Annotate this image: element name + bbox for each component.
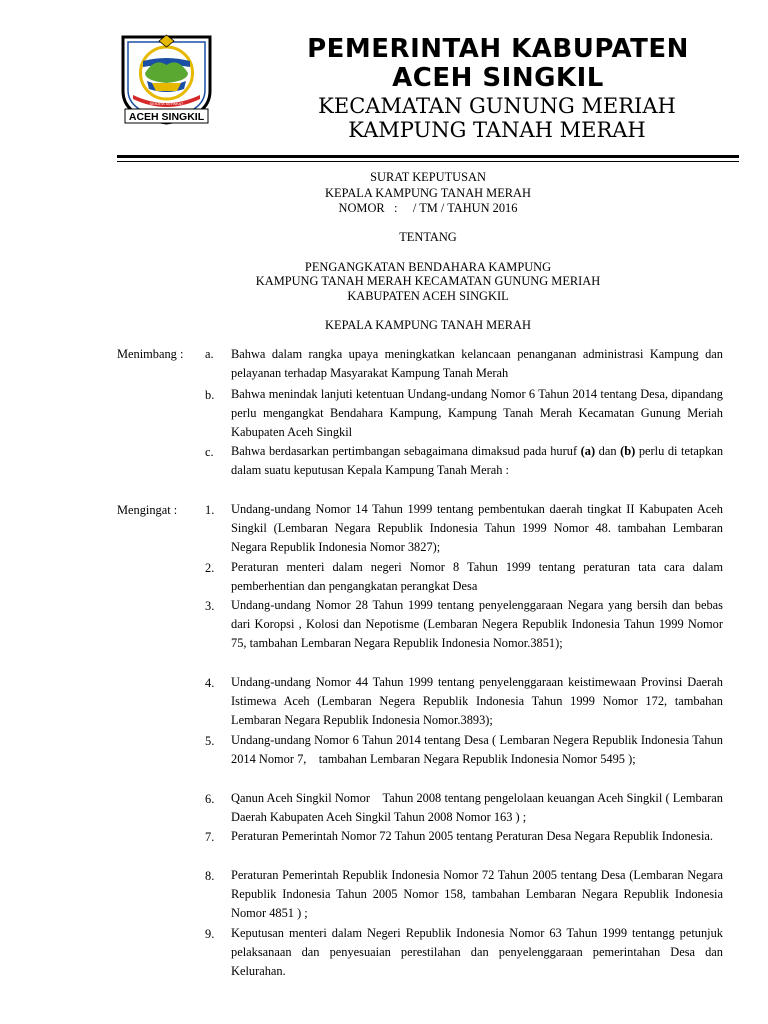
- menimbang-item-a: Bahwa dalam rangka upaya meningkatkan kelancaan penanganan administrasi Kampung dan pelayanan terhadap Masyarakat Kampung Tanah Merah: [231, 347, 723, 381]
- district-title: KECAMATAN GUNUNG MERIAH: [318, 94, 676, 118]
- issuer-line: KEPALA KAMPUNG TANAH MERAH: [325, 318, 531, 332]
- mengingat-marker-7: 7.: [205, 830, 215, 844]
- mengingat-item-7: Peraturan Pemerintah Nomor 72 Tahun 2005 tentang Peraturan Desa Negara Republik Indonesia.: [231, 829, 713, 843]
- mengingat-marker-6: 6.: [205, 792, 215, 806]
- mengingat-item-5: Undang-undang Nomor 6 Tahun 2014 tentang Desa ( Lembaran Negera Republik Indonesia Tahun 2014 Nomor 7, tambahan Lembaran Negara Republik Indonesia Nomor 5495 );: [231, 733, 727, 767]
- mengingat-item-8: Peraturan Pemerintah Republik Indonesia Nomor 72 Tahun 2005 tentang Desa (Lembaran Negara Republik Indonesia Tahun 2005 Nomor 158, tambahan Lembaran Negara Republik Indonesia Nomor 4851 ) ;: [231, 868, 723, 921]
- mengingat-marker-8: 8.: [205, 869, 215, 883]
- mengingat-item-6: Qanun Aceh Singkil Nomor Tahun 2008 tentang pengelolaan keuangan Aceh Singkil ( Lembaran Daerah Kabupaten Aceh Singkil Tahun 2008 Nomor 163 ) ;: [231, 791, 727, 825]
- menimbang-marker-b: b.: [205, 388, 215, 402]
- mengingat-marker-3: 3.: [205, 599, 215, 613]
- regency-title: ACEH SINGKIL: [392, 63, 604, 93]
- decree-title: SURAT KEPUTUSAN: [370, 170, 486, 184]
- subject-line-1: PENGANGKATAN BENDAHARA KAMPUNG: [304, 260, 552, 274]
- decree-number: NOMOR : / TM / TAHUN 2016: [338, 201, 518, 215]
- menimbang-item-c-continuation: perlu di tetapkan dalam suatu keputusan Kepala Kampung Tanah Merah :: [231, 444, 724, 478]
- menimbang-item-b: Bahwa menindak lanjuti ketentuan Undang-undang Nomor 6 Tahun 2014 tentang Desa, dipandang perlu mengangkat Bendahara Kampung, Kampung Tanah Merah Kecamatan Gunung Meriah Kabupaten Aceh Singkil: [231, 387, 723, 440]
- letterhead-divider-thin: [117, 161, 739, 162]
- subject-line-3: KABUPATEN ACEH SINGKIL: [347, 289, 509, 303]
- government-title: PEMERINTAH KABUPATEN: [307, 34, 689, 64]
- mengingat-marker-5: 5.: [205, 734, 215, 748]
- subject-line-2: KAMPUNG TANAH MERAH KECAMATAN GUNUNG MERIAH: [255, 274, 601, 288]
- mengingat-marker-1: 1.: [205, 503, 215, 517]
- menimbang-item-c-conjunction: dan: [598, 444, 617, 458]
- mengingat-item-4: Undang-undang Nomor 44 Tahun 1999 tentang penyelenggaraan keistimewaan Provinsi Daerah Istimewa Aceh (Lembaran Negera Republik Indonesia Tahun 1999 Nomor 172, tambahan Lembaran Negara Republik Indonesia Nomor.3893);: [231, 675, 723, 728]
- tentang-heading: TENTANG: [399, 230, 457, 244]
- mengingat-marker-4: 4.: [205, 676, 215, 690]
- aceh-singkil-emblem: [119, 33, 214, 125]
- mengingat-item-9: Keputusan menteri dalam Negeri Republik Indonesia Nomor 63 Tahun 1999 tentangg petunjuk pelaksanaan dan penyesuaian perestilahan dan penyelenggaraan pemerintahan Desa dan Kelurahan.: [231, 926, 723, 979]
- menimbang-marker-c: c.: [205, 445, 214, 459]
- decree-issuer-heading: KEPALA KAMPUNG TANAH MERAH: [325, 186, 531, 200]
- emblem-motto: SEKATA SEPAKAT: [149, 101, 184, 106]
- mengingat-item-2: Peraturan menteri dalam negeri Nomor 8 Tahun 1999 tentang peraturan tata cara dalam pemberhentian dan pengangkatan perangkat Desa: [231, 560, 723, 594]
- mengingat-marker-2: 2.: [205, 561, 215, 575]
- reference-a: (a): [580, 444, 596, 458]
- mengingat-item-1: Undang-undang Nomor 14 Tahun 1999 tentang pembentukan daerah tingkat II Kabupaten Aceh Singkil (Lembaran Negara Republik Indonesia Tahun 1999 Nomor 48. tambahan Lembaran Negara Republik Indonesia Nomor 3827);: [231, 502, 723, 555]
- mengingat-item-3: Undang-undang Nomor 28 Tahun 1999 tentang penyelenggaraan Negara yang bersih dan bebas dari Koropsi , Kolosi dan Nepotisme (Lembaran Negera Republik Indonesia Tahun 1999 Nomor 75, tambahan Lembaran Negara Republik Indonesia Nomor.3851);: [231, 598, 723, 651]
- menimbang-label: Menimbang :: [117, 347, 184, 361]
- menimbang-item-c-text: Bahwa berdasarkan pertimbangan sebagaimana dimaksud pada huruf: [231, 444, 578, 458]
- menimbang-item-c: [231, 442, 723, 480]
- reference-b: (b): [620, 444, 636, 458]
- emblem-caption: ACEH SINGKIL: [128, 111, 205, 123]
- mengingat-label: Mengingat :: [117, 503, 178, 517]
- mengingat-marker-9: 9.: [205, 927, 215, 941]
- letterhead-divider-thick: [117, 155, 739, 158]
- menimbang-marker-a: a.: [205, 347, 214, 361]
- village-title: KAMPUNG TANAH MERAH: [348, 118, 646, 142]
